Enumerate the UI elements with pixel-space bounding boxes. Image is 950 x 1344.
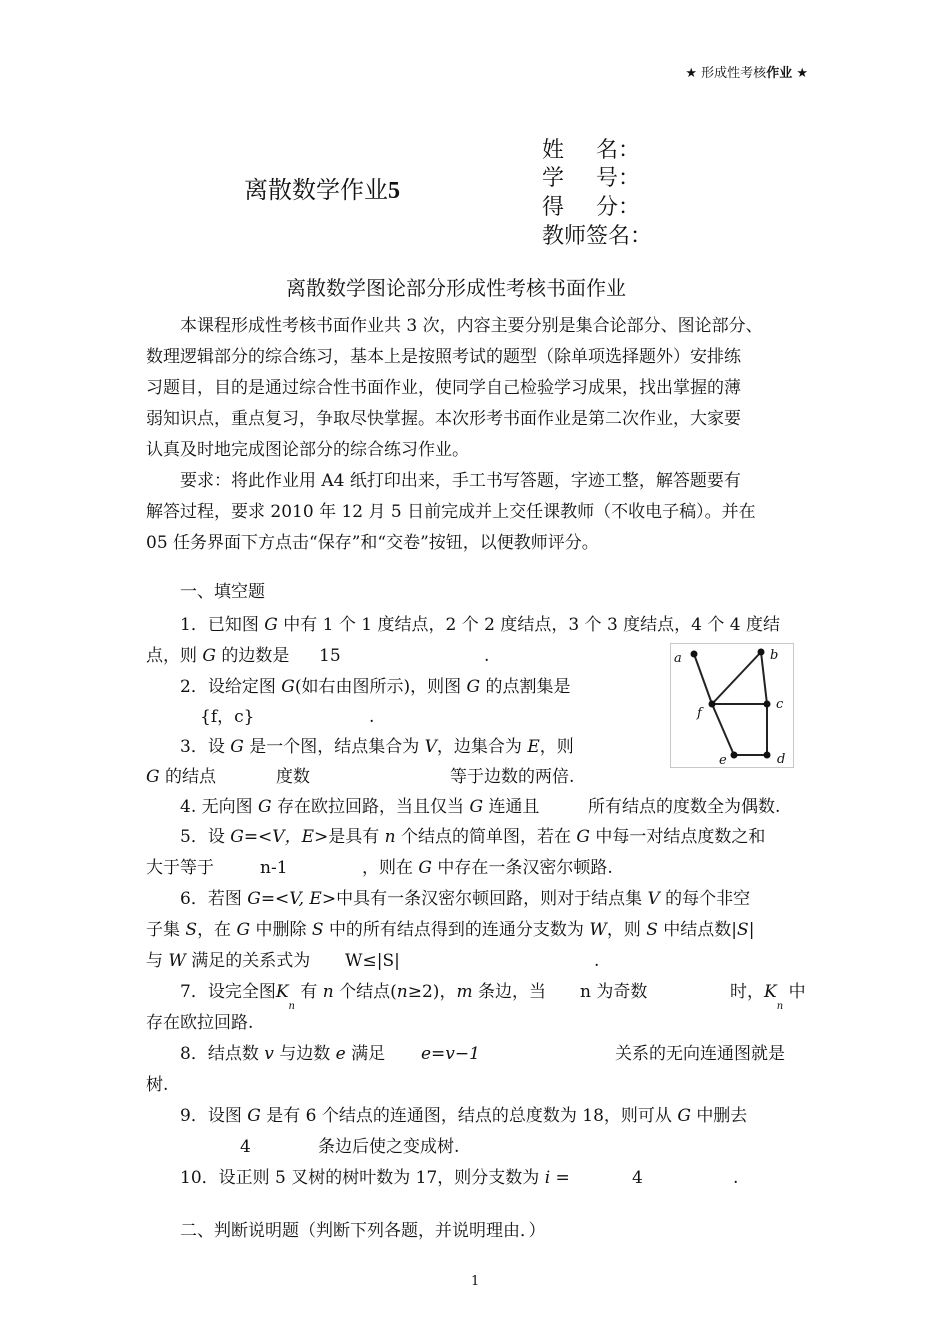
question-6-cont: 子集 S，在 G 中删除 S 中的所有结点得到的连通分支数为 W，则 S 中结点数|S| [146, 920, 755, 940]
graph-label-f: f [697, 706, 702, 721]
question-1: 1．已知图 G 中有 1 个 1 度结点，2 个 2 度结点，3 个 3 度结点，4 个 4 度结 [180, 615, 781, 635]
requirements-line: 解答过程，要求 2010 年 12 月 5 日前完成并上交任课教师（不收电子稿）。并在 [146, 502, 756, 522]
graph-label-c: c [776, 697, 784, 712]
question-7: 7．设完全图$K_n$ 有 n 个结点(n≥2)，m 条边，当 [180, 982, 546, 1012]
intro-line: 习题目，目的是通过综合性书面作业，使同学自己检验学习成果，找出掌握的薄 [146, 378, 741, 398]
answer-8: e=v−1 [421, 1044, 480, 1064]
answer-2: {f，c} [200, 707, 255, 727]
page-header: ★ 形成性考核作业 ★ [685, 66, 808, 81]
question-5-cont: 大于等于 [146, 858, 214, 878]
graph-label-d: d [777, 752, 786, 767]
student-id-field: 学 号： [542, 166, 640, 191]
question-9: 9．设图 G 是有 6 个结点的连通图，结点的总度数为 18，则可从 G 中删去 [180, 1106, 748, 1126]
question-7-cont: 存在欧拉回路. [146, 1013, 254, 1033]
question-4: 4. 无向图 G 存在欧拉回路，当且仅当 G 连通且 [180, 797, 540, 817]
graph-label-b: b [770, 648, 779, 663]
answer-1: 15 [319, 646, 341, 666]
graph-node-b [758, 649, 765, 656]
star-icon: ★ [796, 66, 808, 81]
graph-node-f [709, 701, 716, 708]
answer-4: 所有结点的度数全为偶数. [588, 797, 781, 817]
question-8-cont: 树. [146, 1075, 169, 1095]
answer-5: n-1 [260, 858, 288, 878]
page-number: 1 [471, 1274, 480, 1289]
answer-10: 4 [632, 1168, 643, 1188]
requirements-line: 05 任务界面下方点击“保存”和“交卷”按钮，以便教师评分。 [146, 533, 599, 553]
question-6: 6．若图 G=<V, E>中具有一条汉密尔顿回路，则对于结点集 V 的每个非空 [180, 889, 751, 909]
graph-node-d [764, 752, 771, 759]
section-heading-fill-blank: 一、填空题 [180, 582, 265, 602]
graph-node-c [764, 701, 771, 708]
question-8: 8．结点数 v 与边数 e 满足 [180, 1044, 386, 1064]
question-2: 2．设给定图 G(如右由图所示)，则图 G 的点割集是 [180, 677, 571, 697]
graph-figure [670, 643, 794, 768]
requirements-line: 要求：将此作业用 A4 纸打印出来，手工书写答题，字迹工整，解答题要有 [180, 471, 741, 491]
page-title: 离散数学作业5 [244, 176, 400, 204]
answer-3: 度数 [276, 767, 310, 787]
question-10: 10．设正则 5 叉树的树叶数为 17，则分支数为 i = [180, 1168, 570, 1188]
graph-label-e: e [719, 753, 727, 768]
question-5: 5．设 G=<V，E>是具有 n 个结点的简单图，若在 G 中每一对结点度数之和 [180, 827, 766, 847]
graph-node-a [691, 651, 698, 658]
star-icon: ★ [685, 66, 698, 81]
graph-node-e [731, 752, 738, 759]
subtitle: 离散数学图论部分形成性考核书面作业 [286, 276, 626, 300]
question-3: 3．设 G 是一个图，结点集合为 V，边集合为 E，则 [180, 737, 574, 757]
question-1-cont: 点，则 G 的边数是 [146, 646, 290, 666]
question-6-cont: 与 W 满足的关系式为 [146, 951, 311, 971]
intro-line: 认真及时地完成图论部分的综合练习作业。 [146, 440, 469, 460]
intro-line: 弱知识点，重点复习，争取尽快掌握。本次形考书面作业是第二次作业，大家要 [146, 409, 741, 429]
score-field: 得 分： [542, 195, 640, 220]
name-field: 姓 名： [542, 138, 640, 163]
section-heading-judgement: 二、判断说明题（判断下列各题，并说明理由．） [180, 1221, 546, 1241]
answer-7: n 为奇数 [580, 982, 648, 1002]
question-3-cont: G 的结点 [146, 767, 216, 787]
intro-line: 本课程形成性考核书面作业共 3 次，内容主要分别是集合论部分、图论部分、 [180, 316, 763, 336]
answer-9: 4 [240, 1137, 251, 1157]
intro-line: 数理逻辑部分的综合练习，基本上是按照考试的题型（除单项选择题外）安排练 [146, 347, 741, 367]
graph-label-a: a [674, 651, 682, 666]
teacher-signature-field: 教师签名： [542, 224, 653, 249]
answer-6: W≤|S| [345, 951, 400, 971]
